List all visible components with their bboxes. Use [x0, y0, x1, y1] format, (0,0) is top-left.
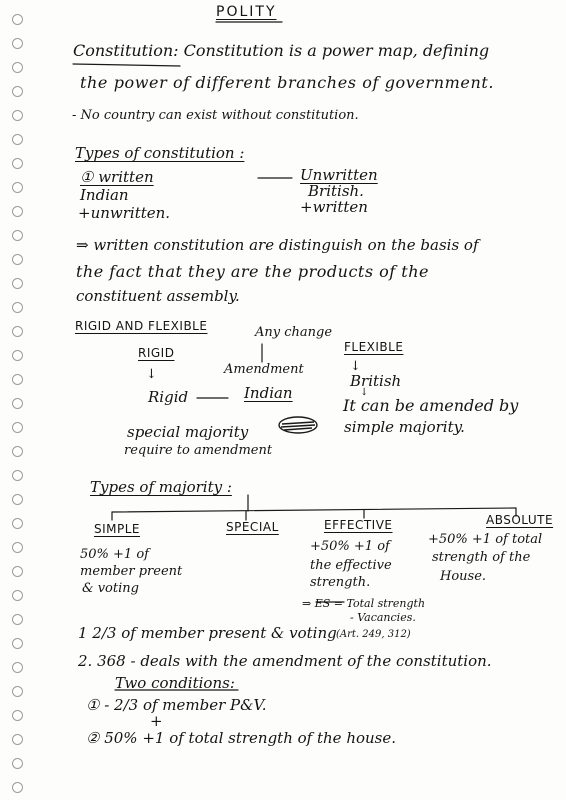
constitution-line-1: Constitution: Constitution is a power map, defining [73, 41, 490, 60]
es-line-1: ⇒ ES = Total strength [302, 597, 426, 610]
constitution-underline [73, 64, 180, 66]
special-head: SPECIAL [226, 520, 279, 534]
simple-body: member preent [80, 564, 183, 579]
absolute-body: +50% +1 of total [428, 532, 543, 547]
flexible-head: FLEXIBLE [344, 340, 404, 354]
british-sub-arrow: ↓ [360, 387, 369, 398]
distinguish-line-2: the fact that they are the products of the [76, 262, 429, 281]
absolute-head: ABSOLUTE [486, 513, 554, 527]
simple-majority-label: simple majority. [344, 418, 465, 436]
distinguish-line-3: constituent assembly. [76, 287, 240, 305]
amendment-label: Amendment [224, 362, 304, 377]
page-title: POLITY [216, 4, 277, 20]
effective-body: +50% +1 of [310, 539, 390, 554]
distinguish-line-1: ⇒ written constitution are distinguish on the basis of [76, 236, 479, 254]
constitution-line-3: - No country can exist without constitution. [72, 108, 359, 123]
rigid-flexible-heading: RIGID AND FLEXIBLE [75, 319, 208, 333]
list-item-2: 2. 368 - deals with the amendment of the constitution. [78, 652, 492, 670]
absolute-body: strength of the [432, 550, 531, 565]
simple-body: & voting [82, 581, 139, 596]
unwritten-item: British. [308, 182, 364, 200]
rigid-head: RIGID [138, 346, 175, 360]
constitution-line-2: the power of different branches of government. [80, 73, 495, 92]
unwritten-item: +written [300, 198, 368, 216]
rigid-label: Rigid [148, 388, 189, 406]
effective-body: strength. [310, 575, 371, 590]
majority-heading: Types of majority : [90, 478, 232, 496]
written-head: ① written [80, 168, 154, 186]
effective-head: EFFECTIVE [324, 518, 393, 532]
require-label: require to amendment [124, 443, 273, 458]
condition-1: ① - 2/3 of member P&V. [86, 696, 267, 714]
types-heading: Types of constitution : [75, 144, 245, 162]
amended-label: It can be amended by [343, 396, 519, 415]
simple-head: SIMPLE [94, 522, 141, 536]
special-majority-label: special majority [127, 423, 249, 441]
es-line-2: - Vacancies. [350, 611, 416, 624]
effective-body: the effective [310, 558, 392, 573]
list-item-1: 1 2/3 of member present & voting [78, 624, 337, 642]
two-conditions-label: Two conditions: [115, 674, 235, 692]
unwritten-head: Unwritten [300, 166, 378, 184]
absolute-body: House. [440, 569, 487, 584]
scribble-strikeout [276, 414, 322, 436]
written-item: Indian [80, 186, 129, 204]
british-label: British [350, 372, 402, 390]
tree-horizontal [112, 508, 516, 512]
plus-sign: + [150, 712, 163, 730]
flexible-arrow: ↓ [350, 359, 361, 374]
condition-2: ② 50% +1 of total strength of the house. [86, 729, 397, 747]
simple-body: 50% +1 of [80, 547, 149, 562]
indian-label: Indian [244, 384, 293, 402]
list-item-1-art: (Art. 249, 312) [336, 629, 411, 640]
rigid-arrow: ↓ [146, 367, 157, 382]
any-change-label: Any change [255, 325, 333, 340]
written-item: +unwritten. [78, 204, 171, 222]
